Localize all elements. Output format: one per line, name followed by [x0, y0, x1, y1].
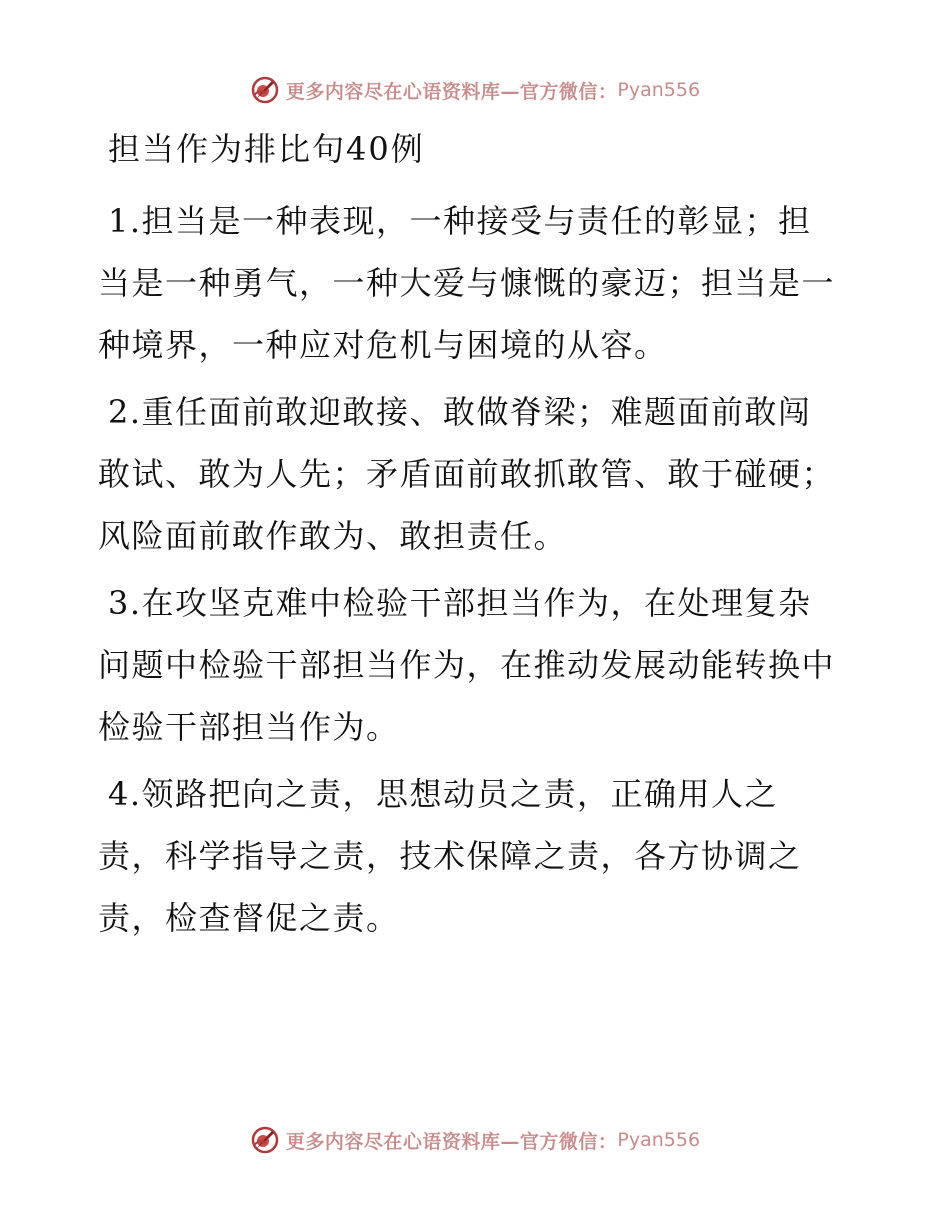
- paragraph-line: 1.担当是一种表现，一种接受与责任的彰显；担: [108, 202, 812, 240]
- paragraph-line: 种境界，一种应对危机与困境的从容。: [98, 326, 668, 364]
- paragraph-line: 责，检查督促之责。: [98, 899, 400, 937]
- paragraph-line: 检验干部担当作为。: [98, 708, 400, 746]
- paragraph-2: [98, 381, 848, 567]
- paragraph-line: 当是一种勇气，一种大爱与慷慨的豪迈；担当是一: [98, 264, 836, 302]
- paragraph-line: 敢试、敢为人先；矛盾面前敢抓敢管、敢于碰硬；: [98, 455, 836, 493]
- banner-contact: Pyan556: [617, 79, 701, 101]
- paragraph-3: [98, 572, 848, 758]
- paragraph-line: 2.重任面前敢迎敢接、敢做脊梁；难题面前敢闯: [108, 393, 812, 431]
- paragraph-1: [98, 190, 848, 376]
- footer-watermark-banner: [0, 1120, 950, 1160]
- paragraph-line: 问题中检验干部担当作为，在推动发展动能转换中: [98, 646, 836, 684]
- paragraph-line: 风险面前敢作敢为、敢担责任。: [98, 517, 568, 555]
- paragraph-line: 责，科学指导之责，技术保障之责，各方协调之: [98, 837, 802, 875]
- banner-text: 更多内容尽在心语资料库—官方微信：: [285, 1130, 618, 1153]
- paragraph-line: 3.在攻坚克难中检验干部担当作为，在处理复杂: [108, 584, 812, 622]
- paragraph-line: 4.领路把向之责，思想动员之责，正确用人之: [108, 775, 779, 813]
- brand-logo-icon: [250, 1125, 280, 1155]
- document-title: 担当作为排比句40例: [108, 130, 425, 168]
- header-watermark-banner: [0, 70, 950, 110]
- banner-contact: Pyan556: [617, 1129, 701, 1151]
- paragraph-4: [98, 763, 848, 949]
- banner-text: 更多内容尽在心语资料库—官方微信：: [285, 80, 618, 103]
- brand-logo-icon: [250, 75, 280, 105]
